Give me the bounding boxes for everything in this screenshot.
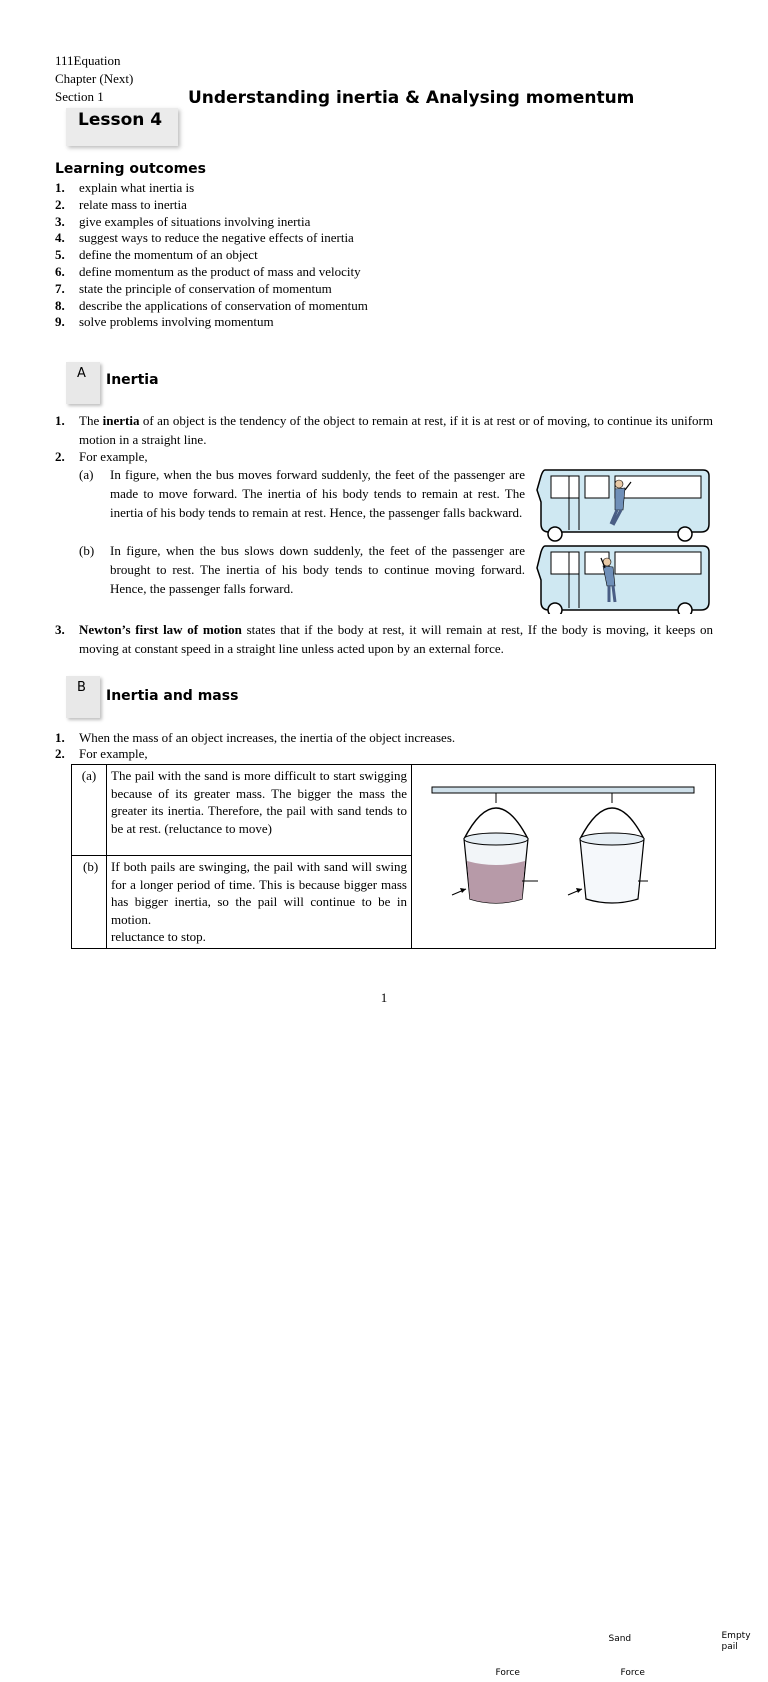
outcome-text: describe the applications of conservation of momentum bbox=[79, 298, 368, 313]
para-text: When the mass of an object increases, the inertia of the object increases. bbox=[79, 728, 713, 747]
section-a-para-3 bbox=[55, 620, 713, 658]
lesson-badge bbox=[66, 108, 178, 146]
example-a-text: In figure, when the bus moves forward suddenly, the feet of the passenger are made to move forward. The inertia of his body tends to remain at rest. The inertia of his body tends to remain at rest. Hence, the passenger falls backward. bbox=[110, 465, 525, 522]
para-number: 1. bbox=[55, 411, 65, 430]
header-line-3: Section 1 bbox=[55, 88, 104, 106]
label-sand: Sand bbox=[609, 1631, 632, 1649]
label-empty-pail: Empty pail bbox=[722, 1631, 762, 1653]
row-b-label-text: (b) bbox=[83, 858, 95, 875]
table-row bbox=[72, 765, 716, 856]
example-b-label: (b) bbox=[79, 541, 93, 560]
para-number: 2. bbox=[55, 447, 65, 466]
row-b-extra: reluctance to stop. bbox=[111, 928, 407, 946]
para-number: 3. bbox=[55, 620, 65, 639]
outcome-item bbox=[55, 247, 735, 264]
term-newtons-first-law: Newton’s first law of motion bbox=[79, 622, 242, 637]
para-text: For example, bbox=[79, 447, 713, 466]
outcome-item bbox=[55, 197, 735, 214]
outcome-text: suggest ways to reduce the negative effects of inertia bbox=[79, 230, 354, 245]
outcome-number: 7. bbox=[55, 281, 65, 298]
outcome-item bbox=[55, 180, 735, 197]
header-line-1: 111Equation bbox=[55, 52, 120, 70]
outcome-text: give examples of situations involving inertia bbox=[79, 214, 310, 229]
outcome-number: 6. bbox=[55, 264, 65, 281]
section-b-para-2 bbox=[55, 744, 713, 763]
outcome-text: state the principle of conservation of momentum bbox=[79, 281, 332, 296]
page-number: 1 bbox=[0, 990, 768, 1006]
para-text: For example, bbox=[79, 744, 713, 763]
outcome-item bbox=[55, 264, 735, 281]
section-a-badge bbox=[66, 362, 100, 404]
row-a-label: (a) bbox=[72, 765, 107, 856]
outcome-text: explain what inertia is bbox=[79, 180, 194, 195]
outcome-number: 3. bbox=[55, 214, 65, 231]
outcome-number: 4. bbox=[55, 230, 65, 247]
outcome-number: 9. bbox=[55, 314, 65, 331]
bus-accelerating-illustration bbox=[537, 470, 709, 541]
section-a-para-1 bbox=[55, 411, 713, 449]
outcome-number: 5. bbox=[55, 247, 65, 264]
bus-figure bbox=[535, 462, 717, 614]
pail-figure-cell bbox=[412, 765, 716, 949]
outcome-text: define momentum as the product of mass and velocity bbox=[79, 264, 361, 279]
para-text: The bbox=[79, 413, 103, 428]
header-line-2: Chapter (Next) bbox=[55, 70, 133, 88]
section-a-letter: A bbox=[77, 366, 86, 381]
pail-figure bbox=[412, 769, 712, 939]
example-a-label: (a) bbox=[79, 465, 93, 484]
outcome-item bbox=[55, 281, 735, 298]
row-b-label bbox=[72, 856, 107, 949]
outcome-number: 2. bbox=[55, 197, 65, 214]
para-number: 1. bbox=[55, 728, 65, 747]
outcome-text: define the momentum of an object bbox=[79, 247, 258, 262]
lesson-label: Lesson 4 bbox=[78, 110, 162, 130]
sand-fill bbox=[467, 861, 525, 903]
para-text: states that if the body at rest, it will remain at rest, If the body is moving, it keeps on moving at constant speed in a straight line unless acted upon by an external force. bbox=[79, 622, 713, 656]
row-b-text: If both pails are swinging, the pail with sand will swing for a longer period of time. This is because bigger mass has bigger inertia, so the pail will continue to be in motion. bbox=[111, 858, 407, 928]
inertia-mass-table bbox=[71, 764, 716, 949]
outcome-number: 1. bbox=[55, 180, 65, 197]
section-b-title: Inertia and mass bbox=[106, 688, 238, 704]
term-inertia: inertia bbox=[103, 413, 140, 428]
outcomes-heading: Learning outcomes bbox=[55, 161, 206, 177]
outcome-item bbox=[55, 230, 735, 247]
empty-pail bbox=[580, 839, 644, 903]
page-title: Understanding inertia & Analysing momentum bbox=[188, 88, 634, 108]
outcome-text: solve problems involving momentum bbox=[79, 314, 274, 329]
section-b-badge bbox=[66, 676, 100, 718]
outcome-item bbox=[55, 298, 735, 315]
outcome-item bbox=[55, 314, 735, 331]
outcome-number: 8. bbox=[55, 298, 65, 315]
outcome-text: relate mass to inertia bbox=[79, 197, 187, 212]
para-text: of an object is the tendency of the object to remain at rest, if it is at rest or of moving, to continue its uniform motion in a straight line. bbox=[79, 413, 713, 447]
label-force-right: Force bbox=[621, 1665, 645, 1682]
example-b-text: In figure, when the bus slows down suddenly, the feet of the passenger are brought to rest. The inertia of his body tends to continue moving forward. Hence, the passenger falls forward. bbox=[110, 541, 525, 598]
bus-decelerating-illustration bbox=[537, 546, 709, 614]
section-a-title: Inertia bbox=[106, 372, 159, 388]
outcomes-list bbox=[55, 180, 735, 331]
example-a bbox=[79, 465, 525, 522]
label-force-left: Force bbox=[496, 1665, 520, 1682]
row-a-text: The pail with the sand is more difficult to start swigging because of its greater mass. The bigger the mass the greater its inertia. Therefore, the pail with sand tends to be at rest. (reluctance to move) bbox=[107, 765, 412, 856]
row-b-cell bbox=[107, 856, 412, 949]
example-b bbox=[79, 541, 525, 598]
outcome-item bbox=[55, 214, 735, 231]
section-b-letter: B bbox=[77, 680, 86, 695]
para-number: 2. bbox=[55, 744, 65, 763]
